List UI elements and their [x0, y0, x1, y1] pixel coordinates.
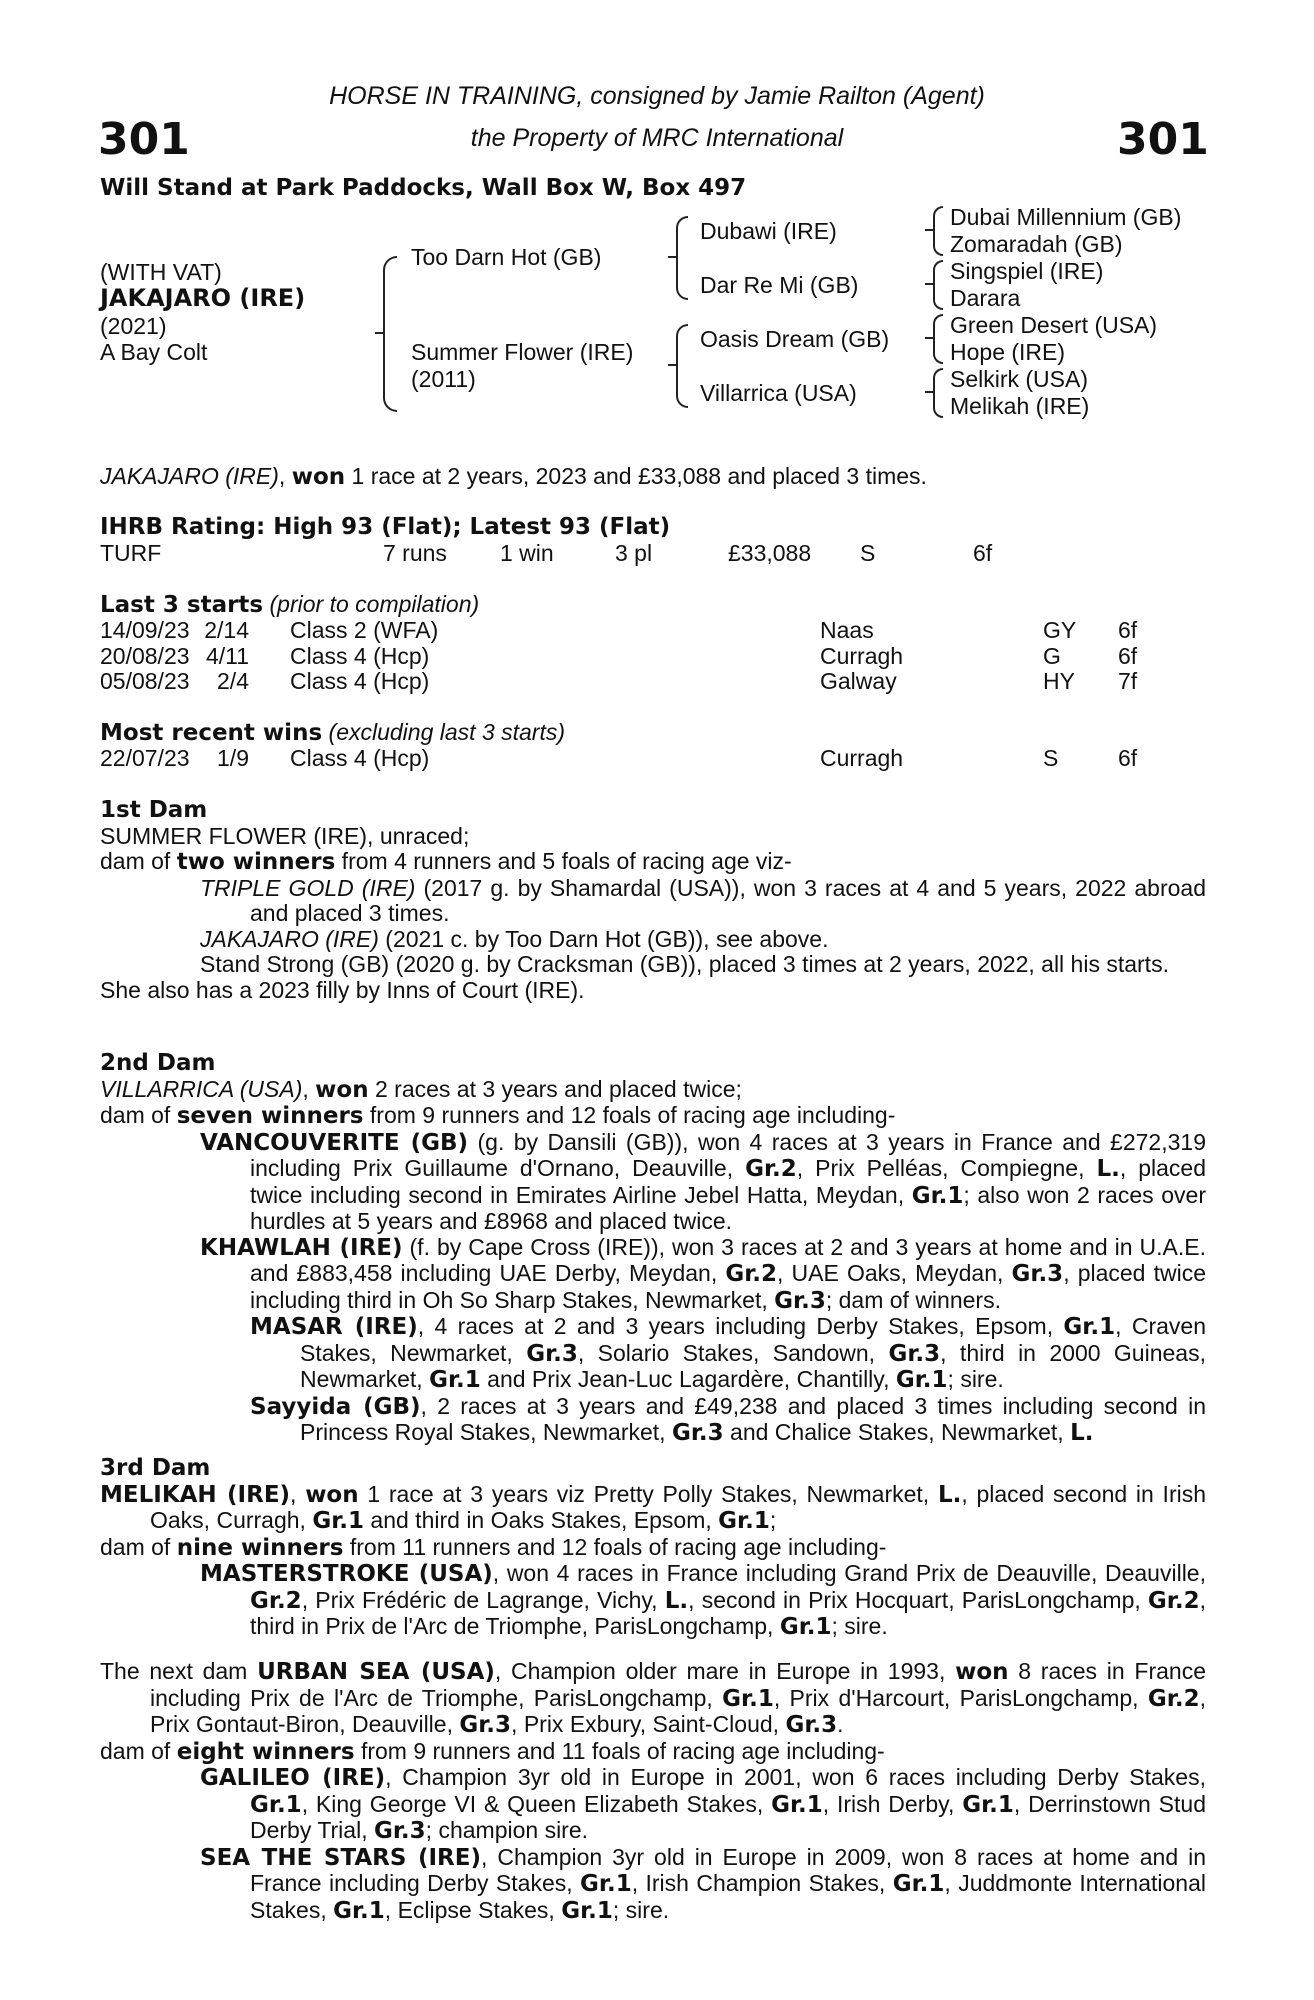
grade: Gr.3 — [373, 1818, 426, 1844]
text: , Champion 3yr old in Europe in 2009, won 8 races at home and in France including Derby Stakes, — [250, 1843, 1207, 1896]
pedigree-brace-2a — [676, 216, 688, 300]
produce-name: JAKAJARO (IRE) — [200, 925, 379, 952]
race-going: S — [1043, 745, 1059, 771]
rating-title: IHRB Rating: High 93 (Flat); Latest 93 (Flat) — [100, 514, 671, 540]
produce-entry — [100, 1394, 1206, 1447]
text: (2021 c. by Too Darn Hot (GB)), see above. — [378, 925, 829, 952]
grade: Gr.3 — [785, 1712, 838, 1738]
lot-number-right: 301 — [1117, 114, 1209, 165]
dam-sire: Oasis Dream (GB) — [700, 326, 890, 352]
grade: L. — [1070, 1420, 1094, 1446]
pedigree-brace-2a-tip — [668, 256, 676, 258]
pedigree-brace-3c — [933, 314, 943, 364]
text: 8 races in France including Prix de l'Arc de Triomphe, ParisLongchamp, — [150, 1658, 1206, 1711]
sd-dam: Darara — [950, 285, 1021, 311]
produce-name: VANCOUVERITE (GB) — [200, 1129, 469, 1156]
dd-dam: Melikah (IRE) — [950, 393, 1090, 419]
won: won — [305, 1481, 359, 1508]
race-class: Class 4 (Hcp) — [290, 642, 430, 669]
rating-distance: 6f — [973, 540, 993, 566]
text: ; also won 2 races over hurdles at 5 years and £8968 and placed twice. — [250, 1181, 1206, 1234]
rating-going: S — [860, 540, 876, 566]
produce-entry — [100, 1314, 1206, 1394]
next-dam-line — [100, 1659, 1206, 1739]
horse-year: (2021) — [100, 313, 167, 339]
text: , — [290, 1480, 306, 1507]
text: from 11 runners and 12 foals of racing age including- — [343, 1533, 887, 1560]
won: won — [315, 1076, 369, 1103]
text: (g. by Dansili (GB)), won 4 races at 3 years in France and £272,319 including Prix Guillaume d'Ornano, Deauville, — [250, 1128, 1206, 1181]
produce-name: Sayyida (GB) — [250, 1393, 421, 1420]
grade: Gr.1 — [333, 1897, 385, 1924]
pedigree-brace-3a-tip — [925, 229, 933, 231]
dd-sire: Selkirk (USA) — [950, 366, 1089, 392]
pedigree-brace-2b — [676, 324, 688, 408]
second-dam-section — [100, 1051, 1206, 1447]
lot-number-left: 301 — [98, 114, 190, 165]
grade: Gr.2 — [725, 1261, 778, 1287]
text: , Juddmonte International Stakes, — [250, 1870, 1206, 1923]
race-row — [100, 644, 1206, 670]
text: ; dam of winners. — [825, 1286, 1001, 1313]
race-course: Galway — [820, 668, 897, 694]
produce-name: KHAWLAH (IRE) — [200, 1234, 403, 1261]
race-summary: JAKAJARO (IRE), won 1 race at 2 years, 2023 and £33,088 and placed 3 times. — [100, 463, 927, 490]
sd-sire: Singspiel (IRE) — [950, 258, 1104, 284]
text: and third in Oaks Stakes, Epsom, — [364, 1507, 719, 1533]
text: , Solario Stakes, Sandown, — [577, 1339, 889, 1366]
rating-placed: 3 pl — [615, 540, 653, 566]
race-date: 20/08/23 — [100, 642, 190, 669]
produce-name: SEA THE STARS (IRE) — [200, 1844, 481, 1871]
ds-sire: Green Desert (USA) — [950, 312, 1158, 338]
race-pos: 4/11 — [205, 642, 249, 669]
pedigree-brace-3a — [933, 206, 943, 256]
race-dist: 7f — [1118, 668, 1138, 694]
text: The next dam — [100, 1658, 258, 1684]
first-dam-section — [100, 798, 1206, 1003]
grade: Gr.1 — [895, 1367, 948, 1393]
grade: L. — [937, 1481, 962, 1508]
produce-name: TRIPLE GOLD (IRE) — [200, 874, 416, 901]
grade: Gr.1 — [771, 1791, 823, 1818]
text: (2017 g. by Shamardal (USA)), won 3 races at 4 and 5 years, 2022 abroad and placed 3 times. — [250, 874, 1206, 926]
grade: Gr.2 — [1147, 1685, 1200, 1712]
produce-entry — [100, 1561, 1206, 1641]
recent-wins-heading — [100, 720, 565, 747]
last-starts-title: Last 3 starts — [100, 592, 264, 618]
sire-sire: Dubawi (IRE) — [700, 218, 837, 244]
text: , Prix d'Harcourt, ParisLongchamp, — [773, 1684, 1148, 1711]
rating-wins: 1 win — [500, 540, 554, 566]
text: , Prix Frédéric de Lagrange, Vichy, — [301, 1586, 665, 1613]
sire: Too Darn Hot (GB) — [411, 244, 602, 270]
summary-won: won — [291, 464, 346, 490]
text: , Irish Champion Stakes, — [631, 1870, 893, 1896]
text: , 4 races at 2 and 3 years including Derby Stakes, Epsom, — [417, 1313, 1064, 1339]
won: won — [955, 1659, 1009, 1685]
text: dam of — [100, 848, 177, 874]
second-dam-title: 2nd Dam — [100, 1050, 216, 1076]
first-dam-title: 1st Dam — [100, 797, 208, 823]
ss-sire: Dubai Millennium (GB) — [950, 204, 1182, 230]
text: and Prix Jean-Luc Lagardère, Chantilly, — [480, 1366, 896, 1392]
first-dam-produce-line — [100, 849, 1206, 876]
text: , Irish Derby, — [822, 1790, 963, 1817]
grade: L. — [1096, 1156, 1120, 1182]
text: , UAE Oaks, Meydan, — [777, 1260, 1012, 1286]
race-going: HY — [1043, 668, 1075, 694]
ds-dam: Hope (IRE) — [950, 339, 1066, 365]
third-dam-produce-line — [100, 1535, 1206, 1562]
first-dam-note: She also has a 2023 filly by Inns of Court (IRE). — [100, 976, 585, 1003]
pedigree-brace-1-tip — [375, 332, 383, 334]
text: , placed second in Irish Oaks, Curragh, — [150, 1480, 1207, 1533]
grade: Gr.1 — [250, 1791, 302, 1818]
race-row — [100, 618, 1206, 644]
grade: Gr.1 — [429, 1367, 481, 1393]
grade: Gr.2 — [250, 1587, 302, 1614]
text: ; sire. — [612, 1896, 670, 1923]
text: , Champion older mare in Europe in 1993, — [494, 1658, 956, 1684]
produce-entry — [100, 1845, 1206, 1925]
text: and Chalice Stakes, Newmarket, — [723, 1419, 1071, 1445]
text: , — [302, 1075, 316, 1102]
race-class: Class 4 (Hcp) — [290, 745, 430, 771]
race-dist: 6f — [1118, 642, 1138, 669]
last-starts-heading — [100, 592, 479, 619]
pedigree-brace-3b — [933, 260, 943, 310]
race-course: Curragh — [820, 642, 904, 669]
dam-year: (2011) — [411, 366, 476, 392]
produce-entry — [100, 1130, 1206, 1235]
horse-name: JAKAJARO (IRE) — [100, 284, 306, 312]
summary-horse-name: JAKAJARO (IRE) — [100, 463, 279, 489]
dam: Summer Flower (IRE) — [411, 339, 634, 365]
grade: Gr.1 — [312, 1508, 365, 1534]
text: , third in Prix de l'Arc de Triomphe, ParisLongchamp, — [250, 1586, 1206, 1639]
first-dam-line: SUMMER FLOWER (IRE), unraced; — [100, 822, 470, 849]
text: ; sire. — [947, 1366, 1004, 1392]
text: , Eclipse Stakes, — [384, 1896, 562, 1923]
race-date: 05/08/23 — [100, 668, 190, 694]
text: , won 4 races in France including Grand Prix de Deauville, Deauville, — [492, 1560, 1206, 1586]
rating-surface: TURF — [100, 540, 162, 566]
produce-name: MASTERSTROKE (USA) — [200, 1561, 493, 1587]
race-going: GY — [1043, 617, 1077, 643]
sire-dam: Dar Re Mi (GB) — [700, 272, 859, 298]
text: ; champion sire. — [425, 1817, 589, 1843]
text: dam of — [100, 1533, 177, 1560]
grade: Gr.1 — [779, 1614, 832, 1640]
produce-entry — [100, 927, 1206, 953]
grade: Gr.3 — [671, 1420, 724, 1446]
third-dam-line — [100, 1482, 1206, 1535]
last-starts-note: (prior to compilation) — [269, 591, 480, 617]
text: , third in 2000 Guineas, Newmarket, — [300, 1339, 1206, 1392]
next-dam-section — [100, 1659, 1206, 1924]
rating-runs: 7 runs — [383, 540, 447, 566]
race-dist: 6f — [1118, 617, 1138, 643]
text: , Prix Exbury, Saint-Cloud, — [511, 1711, 786, 1737]
second-dam-produce-line — [100, 1103, 1206, 1130]
race-date: 14/09/23 — [100, 617, 190, 643]
grade: Gr.3 — [774, 1287, 826, 1314]
race-row — [100, 669, 1206, 695]
grade: Gr.1 — [718, 1508, 770, 1534]
grade: Gr.2 — [1147, 1587, 1200, 1614]
race-pos: 2/14 — [204, 617, 249, 643]
winners-count: two winners — [176, 849, 336, 875]
text: . — [837, 1711, 844, 1737]
race-class: Class 4 (Hcp) — [290, 668, 430, 694]
pedigree-brace-3d-tip — [925, 391, 933, 393]
grade: Gr.1 — [962, 1791, 1014, 1818]
next-dam-produce-line — [100, 1739, 1206, 1766]
text: , Derrinstown Stud Derby Trial, — [250, 1790, 1206, 1843]
text: 1 race at 3 years viz Pretty Polly Stakes, Newmarket, — [358, 1480, 938, 1507]
stand-location: Will Stand at Park Paddocks, Wall Box W, Box 497 — [100, 175, 747, 201]
text: , placed twice including second in Emirates Airline Jebel Hatta, Meydan, — [250, 1155, 1207, 1208]
recent-wins-note: (excluding last 3 starts) — [328, 719, 566, 745]
text: , Prix Pelléas, Compiegne, — [796, 1155, 1097, 1181]
text: , placed twice including third in Oh So Sharp Stakes, Newmarket, — [250, 1260, 1206, 1313]
recent-wins-title: Most recent wins — [100, 720, 323, 746]
grade: Gr.1 — [911, 1182, 964, 1209]
text: from 9 runners and 11 foals of racing age including- — [354, 1737, 885, 1764]
grade: Gr.1 — [1063, 1314, 1116, 1340]
pedigree-brace-3c-tip — [925, 337, 933, 339]
produce-entry — [100, 1235, 1206, 1315]
produce-entry: Stand Strong (GB) (2020 g. by Cracksman (GB)), placed 3 times at 2 years, 2022, all his starts. — [200, 951, 1169, 977]
summary-text: 1 race at 2 years, 2023 and £33,088 and placed 3 times. — [345, 463, 927, 489]
pedigree-brace-3d — [933, 368, 943, 418]
text: , 2 races at 3 years and £49,238 and placed 3 times including second in Princess Royal Stakes, Newmarket, — [300, 1392, 1206, 1445]
text: ; sire. — [831, 1613, 888, 1639]
text: 2 races at 3 years and placed twice; — [368, 1075, 742, 1102]
vat-note: (WITH VAT) — [100, 259, 222, 285]
race-course: Naas — [820, 617, 874, 643]
race-pos: 2/4 — [217, 668, 249, 694]
third-dam-title: 3rd Dam — [100, 1455, 211, 1481]
produce-name: GALILEO (IRE) — [200, 1765, 386, 1791]
property-line: the Property of MRC International — [470, 124, 844, 152]
race-course: Curragh — [820, 745, 904, 771]
text: dam of — [100, 1737, 177, 1764]
dam-name: URBAN SEA (USA) — [257, 1659, 495, 1685]
race-going: G — [1043, 642, 1061, 669]
horse-description: A Bay Colt — [100, 339, 208, 365]
pedigree-brace-3b-tip — [925, 283, 933, 285]
grade: Gr.1 — [580, 1871, 632, 1897]
dam-dam: Villarrica (USA) — [700, 380, 857, 406]
produce-entry — [100, 876, 1206, 927]
consignment-line: HORSE IN TRAINING, consigned by Jamie Railton (Agent) — [329, 82, 985, 110]
second-dam-line — [100, 1077, 1206, 1104]
produce-name: MASAR (IRE) — [250, 1314, 418, 1340]
winners-count: seven winners — [176, 1103, 364, 1129]
grade: Gr.1 — [561, 1897, 613, 1924]
rating-row — [100, 541, 1206, 567]
race-date: 22/07/23 — [100, 745, 190, 771]
pedigree-brace-1 — [383, 256, 397, 412]
text: from 4 runners and 5 foals of racing age viz- — [335, 848, 792, 874]
winners-count: eight winners — [176, 1738, 355, 1765]
text: , second in Prix Hocquart, ParisLongchamp, — [688, 1586, 1148, 1613]
grade: L. — [664, 1587, 689, 1614]
ss-dam: Zomaradah (GB) — [950, 231, 1123, 257]
text: , Champion 3yr old in Europe in 2001, won 6 races including Derby Stakes, — [385, 1764, 1206, 1790]
race-pos: 1/9 — [217, 745, 249, 771]
grade: Gr.2 — [745, 1156, 797, 1182]
race-row — [100, 746, 1206, 772]
dam-name: MELIKAH (IRE) — [100, 1481, 291, 1508]
third-dam-section — [100, 1456, 1206, 1641]
text: ; — [769, 1507, 777, 1533]
grade: Gr.3 — [459, 1712, 512, 1738]
rating-earnings: £33,088 — [728, 540, 812, 566]
race-class: Class 2 (WFA) — [290, 617, 439, 643]
dam-name: VILLARRICA (USA) — [100, 1075, 303, 1102]
grade: Gr.3 — [526, 1340, 578, 1367]
text: , Craven Stakes, Newmarket, — [300, 1313, 1206, 1366]
text: from 9 runners and 12 foals of racing age including- — [363, 1102, 896, 1128]
text: , King George VI & Queen Elizabeth Stakes, — [301, 1790, 772, 1817]
pedigree-brace-2b-tip — [668, 364, 676, 366]
produce-entry — [100, 1765, 1206, 1845]
grade: Gr.1 — [722, 1685, 774, 1712]
grade: Gr.3 — [1011, 1261, 1064, 1287]
grade: Gr.1 — [892, 1871, 945, 1897]
winners-count: nine winners — [176, 1534, 344, 1561]
race-dist: 6f — [1118, 745, 1138, 771]
grade: Gr.3 — [888, 1340, 941, 1367]
text: , Prix Gontaut-Biron, Deauville, — [150, 1684, 1206, 1737]
text: dam of — [100, 1102, 177, 1128]
text: (f. by Cape Cross (IRE)), won 3 races at 2 and 3 years at home and in U.A.E. and £883,458 including UAE Derby, Meydan, — [250, 1233, 1206, 1286]
